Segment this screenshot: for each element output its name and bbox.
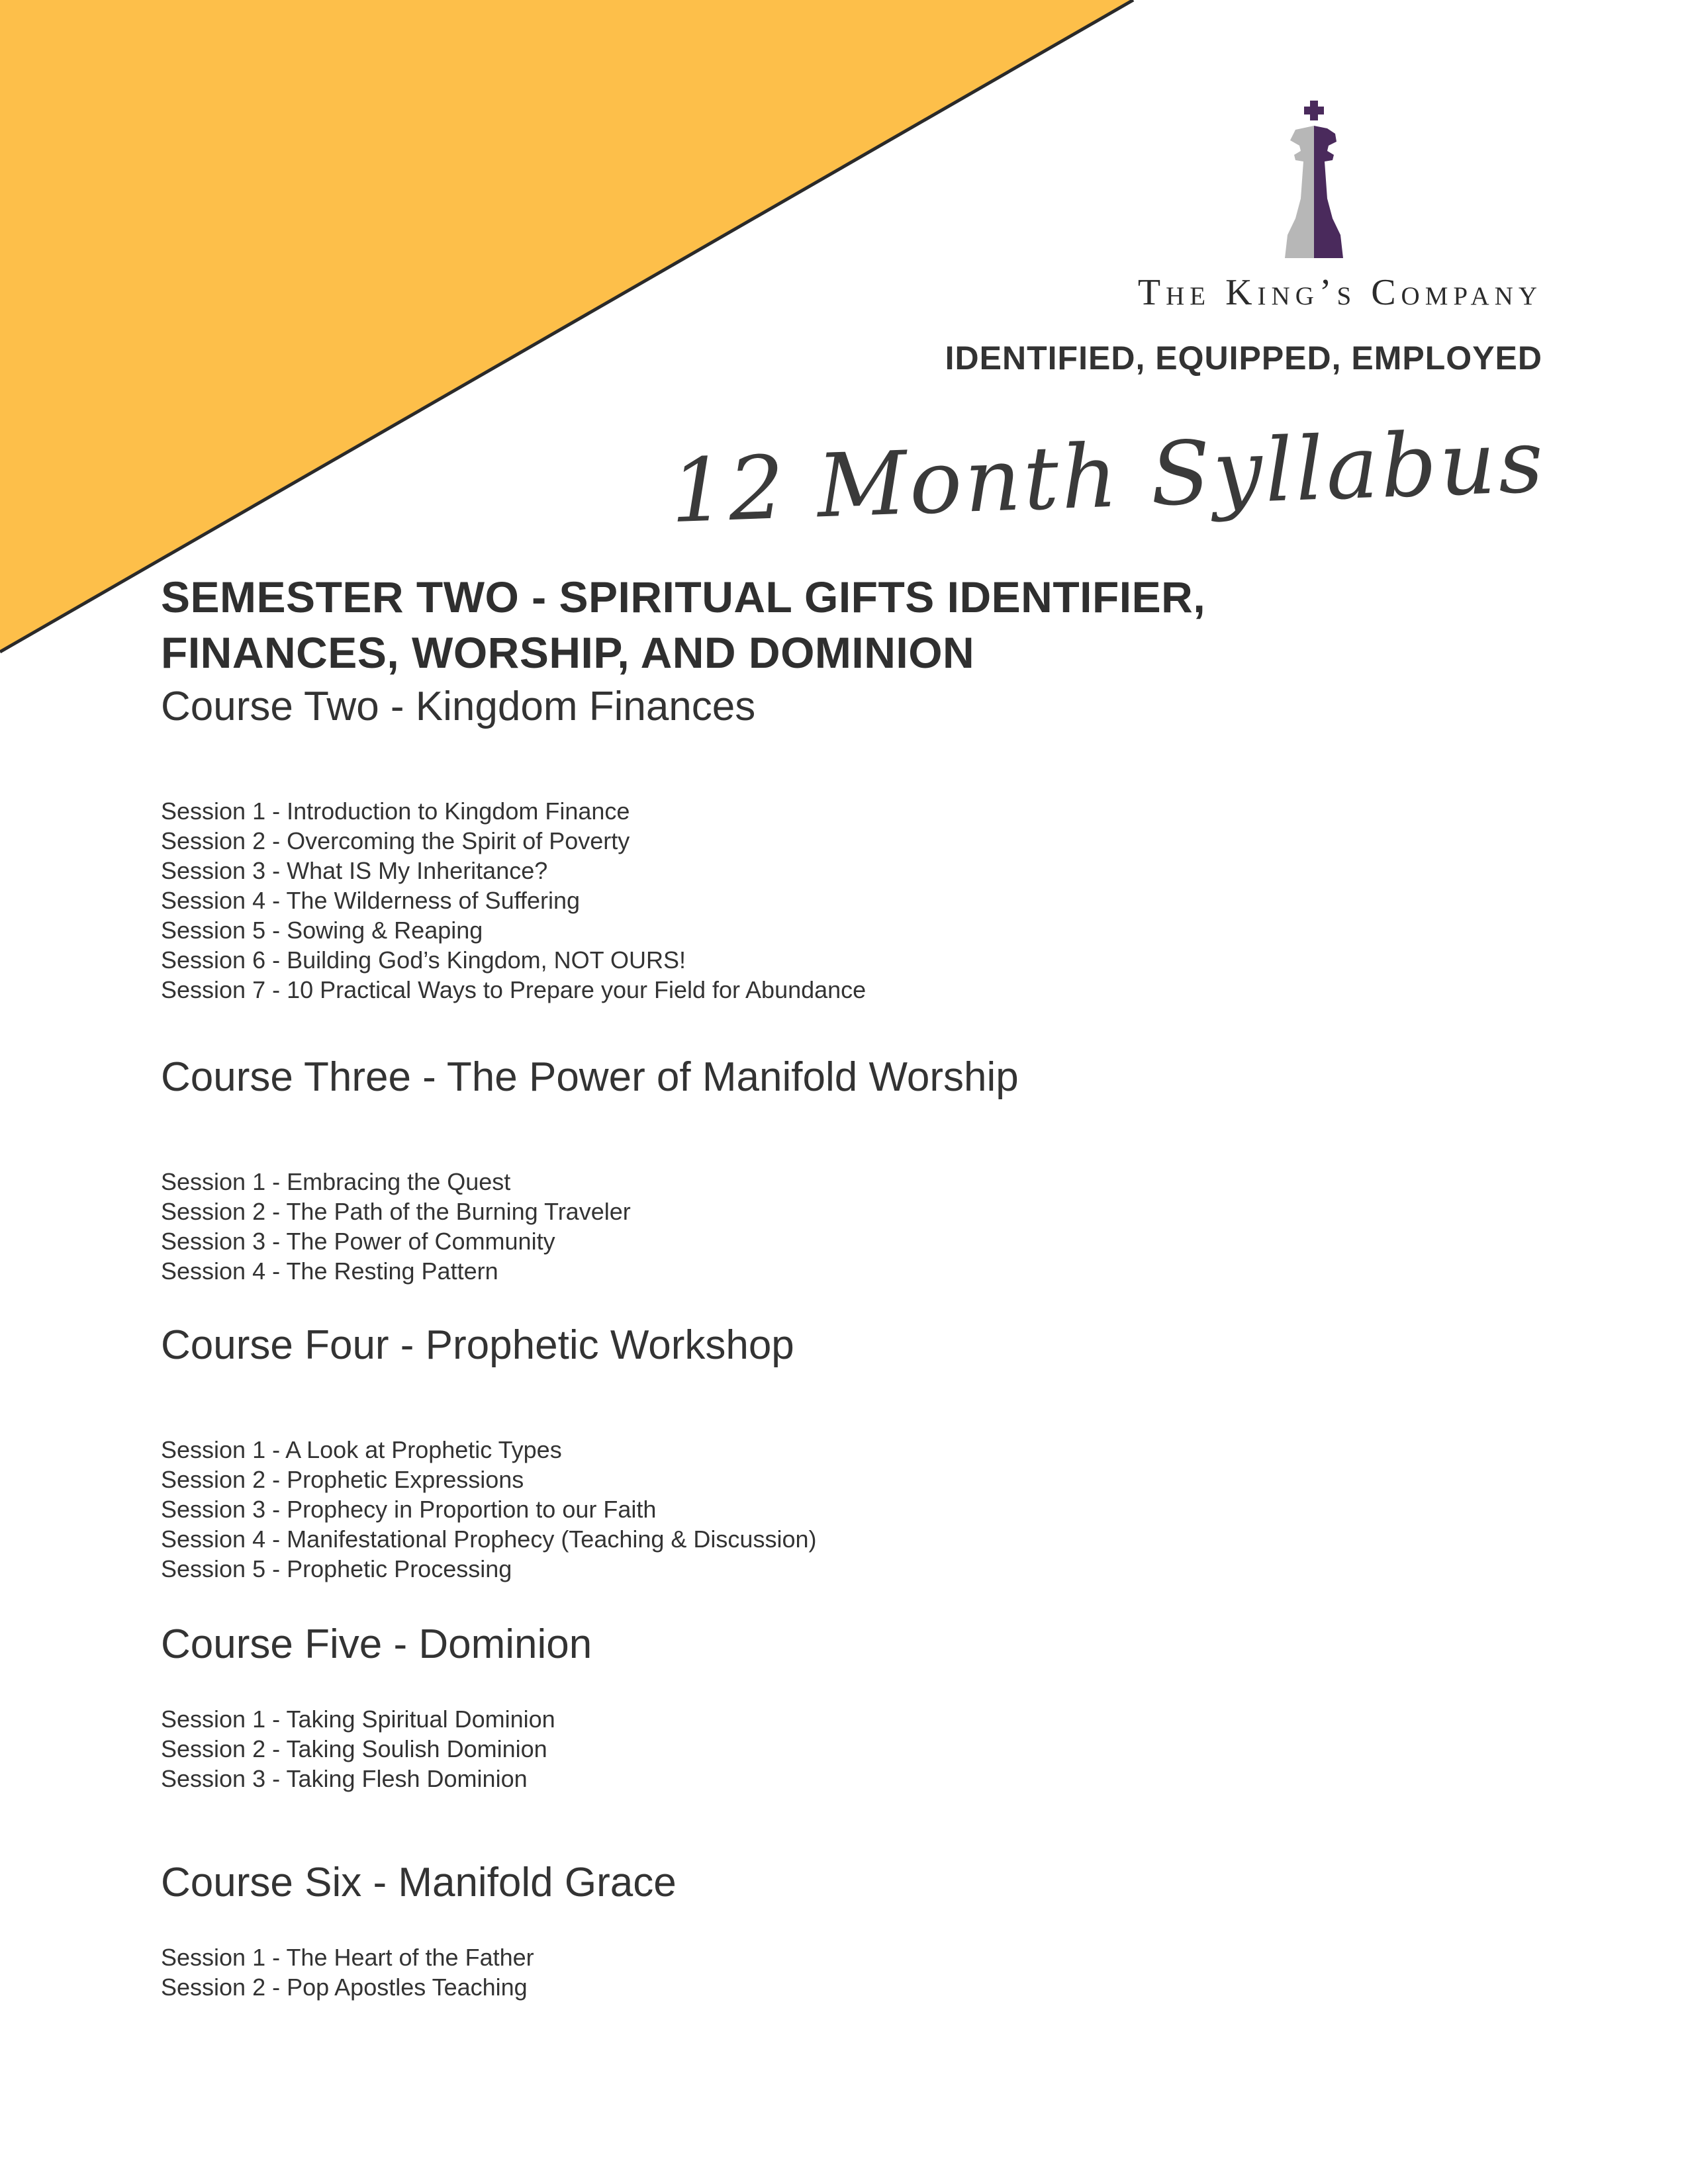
session-item: Session 6 - Building God’s Kingdom, NOT OURS! <box>161 946 686 974</box>
semester-heading: SEMESTER TWO - SPIRITUAL GIFTS IDENTIFIER, FINANCES, WORSHIP, AND DOMINION <box>161 572 1206 677</box>
syllabus-script-title: 12 Month Syllabus <box>669 410 1548 543</box>
session-item: Session 2 - Prophetic Expressions <box>161 1466 524 1493</box>
yellow-corner-shape <box>0 0 1139 662</box>
syllabus-content <box>161 569 1419 2002</box>
session-item: Session 3 - Taking Flesh Dominion <box>161 1765 528 1792</box>
course-section <box>161 1319 1419 1584</box>
session-item: Session 2 - Taking Soulish Dominion <box>161 1735 547 1762</box>
course-title: Course Three - The Power of Manifold Worship <box>161 1054 1019 1100</box>
session-item: Session 2 - Pop Apostles Teaching <box>161 1974 528 2001</box>
session-list <box>161 796 1419 1005</box>
session-item: Session 3 - The Power of Community <box>161 1228 555 1255</box>
session-list <box>161 1435 1419 1584</box>
course-title: Course Four - Prophetic Workshop <box>161 1322 794 1368</box>
session-list <box>161 1167 1419 1286</box>
session-item: Session 5 - Prophetic Processing <box>161 1555 512 1582</box>
session-item: Session 2 - Overcoming the Spirit of Poverty <box>161 827 630 854</box>
session-list <box>161 1704 1419 1794</box>
session-item: Session 4 - Manifestational Prophecy (Teaching & Discussion) <box>161 1525 817 1553</box>
session-item: Session 1 - The Heart of the Father <box>161 1944 534 1971</box>
session-item: Session 3 - What IS My Inheritance? <box>161 857 548 884</box>
course-title: Course Two - Kingdom Finances <box>161 684 756 729</box>
session-item: Session 4 - The Resting Pattern <box>161 1257 498 1285</box>
session-item: Session 4 - The Wilderness of Suffering <box>161 887 580 914</box>
course-title: Course Six - Manifold Grace <box>161 1860 677 1905</box>
session-item: Session 3 - Prophecy in Proportion to our Faith <box>161 1496 657 1523</box>
session-item: Session 5 - Sowing & Reaping <box>161 917 483 944</box>
course-section <box>161 1051 1419 1286</box>
session-list <box>161 1942 1419 2002</box>
brand-name: The King’s Company <box>1137 272 1542 313</box>
session-item: Session 7 - 10 Practical Ways to Prepare your Field for Abundance <box>161 976 867 1003</box>
course-title: Course Five - Dominion <box>161 1621 592 1667</box>
session-item: Session 1 - Taking Spiritual Dominion <box>161 1706 555 1733</box>
session-item: Session 1 - A Look at Prophetic Types <box>161 1436 562 1463</box>
session-item: Session 2 - The Path of the Burning Traveler <box>161 1198 631 1225</box>
session-item: Session 1 - Embracing the Quest <box>161 1168 511 1195</box>
chess-king-icon <box>1281 99 1347 265</box>
course-section <box>161 1856 1419 2002</box>
session-item: Session 1 - Introduction to Kingdom Finance <box>161 797 630 825</box>
course-section <box>161 1618 1419 1794</box>
brand-tagline: IDENTIFIED, EQUIPPED, EMPLOYED <box>945 340 1542 377</box>
course-section <box>161 680 1419 1005</box>
